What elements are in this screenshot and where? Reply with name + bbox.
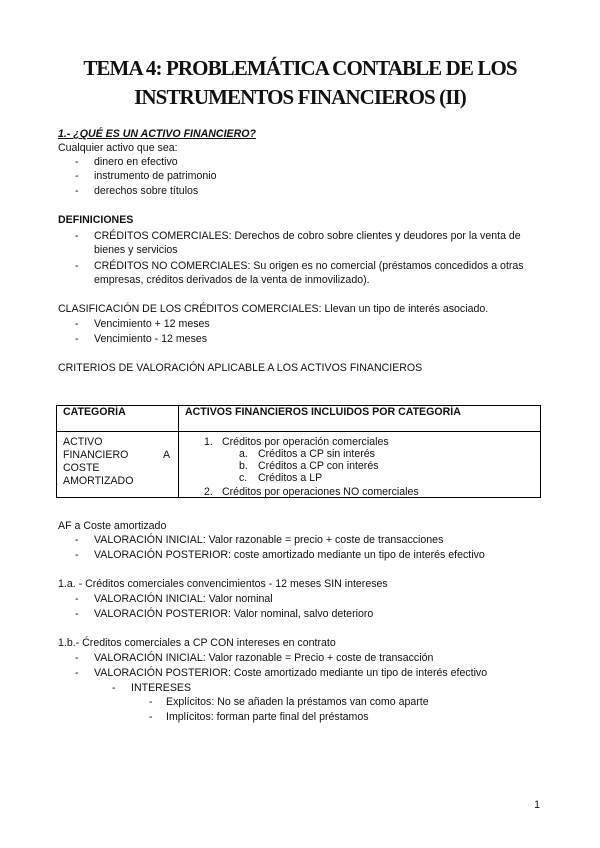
list-item: dinero en efectivo (94, 156, 178, 168)
cat-line: COSTE (63, 462, 100, 474)
bullet-dash: - (75, 318, 79, 330)
bullet-dash: - (112, 682, 116, 694)
sub-letter: a. (239, 448, 248, 460)
table-cell-activos (179, 432, 541, 498)
list-item: Explícitos: No se añaden la préstamos van como aparte (166, 696, 429, 708)
bullet-dash: - (75, 593, 79, 605)
cat-line: AMORTIZADO (63, 475, 134, 487)
section-1a-heading: 1.a. - Créditos comerciales convencimientos - 12 meses SIN intereses (58, 578, 388, 590)
definition-comerciales: CRÉDITOS COMERCIALES: Derechos de cobro sobre clientes y deudores por la venta de (94, 230, 521, 242)
table-header-categoria: CATEGORÍA (57, 406, 179, 432)
af-coste-heading: AF a Coste amortizado (58, 520, 167, 532)
definition-comerciales-cont: bienes y servicios (94, 244, 178, 256)
table-row (57, 432, 541, 498)
activo-subitem: Créditos a CP sin interés (258, 448, 375, 460)
sub-letter: b. (239, 460, 248, 472)
cat-line: ACTIVO (63, 436, 103, 448)
definiciones-heading: DEFINICIONES (58, 214, 134, 226)
activo-subitem: Créditos a LP (258, 472, 323, 484)
list-number: 1. (204, 436, 213, 448)
bullet-dash: - (75, 549, 79, 561)
list-item: VALORACIÓN POSTERIOR: Valor nominal, salvo deterioro (94, 608, 374, 620)
sub-letter: c. (239, 472, 248, 484)
title-line-1: TEMA 4: PROBLEMÁTICA CONTABLE DE LOS (83, 56, 517, 80)
bullet-dash: - (149, 711, 153, 723)
activo-subitem: Créditos a CP con interés (258, 460, 379, 472)
cat-line: FINANCIERO (63, 449, 129, 461)
table-header-activos: ACTIVOS FINANCIEROS INCLUIDOS POR CATEGORÍA (179, 406, 541, 432)
criterios-heading: CRITERIOS DE VALORACIÓN APLICABLE A LOS ACTIVOS FINANCIEROS (58, 362, 423, 374)
title-line-2: INSTRUMENTOS FINANCIEROS (II) (134, 85, 466, 109)
list-item: VALORACIÓN POSTERIOR: Coste amortizado mediante un tipo de interés efectivo (94, 667, 488, 679)
bullet-dash: - (75, 608, 79, 620)
list-item: Vencimiento + 12 meses (94, 318, 210, 330)
bullet-dash: - (75, 652, 79, 664)
bullet-dash: - (75, 260, 79, 272)
list-item: Implícitos: forman parte final del préstamos (166, 711, 369, 723)
categoria-table (56, 405, 541, 498)
bullet-dash: - (149, 696, 153, 708)
list-item: VALORACIÓN INICIAL: Valor razonable = precio + coste de transacciones (94, 534, 444, 546)
bullet-dash: - (75, 333, 79, 345)
list-item: VALORACIÓN POSTERIOR: coste amortizado mediante un tipo de interés efectivo (94, 549, 485, 561)
section-1-heading: 1.- ¿QUÉ ES UN ACTIVO FINANCIERO? (58, 128, 256, 140)
section-1-intro: Cualquier activo que sea: (58, 142, 178, 154)
bullet-dash: - (75, 170, 79, 182)
bullet-dash: - (75, 667, 79, 679)
list-item: VALORACIÓN INICIAL: Valor nominal (94, 593, 273, 605)
bullet-dash: - (75, 156, 79, 168)
section-1b-heading: 1.b.- Ćreditos comerciales a CP CON intereses en contrato (58, 637, 336, 649)
activo-item: Créditos por operación comerciales (222, 436, 389, 448)
clasificacion-text: CLASIFICACIÓN DE LOS CRÉDITOS COMERCIALES: Llevan un tipo de interés asociado. (58, 303, 489, 315)
definition-no-comerciales-cont: empresas, créditos derivados de la venta de inmovilizado). (94, 274, 370, 286)
bullet-dash: - (75, 185, 79, 197)
page-number: 1 (534, 799, 540, 811)
list-item: instrumento de patrimonio (94, 170, 217, 182)
table-header-row (57, 406, 541, 432)
list-item: derechos sobre títulos (94, 185, 199, 197)
table-cell-categoria (57, 432, 179, 498)
bullet-dash: - (75, 230, 79, 242)
list-item: VALORACIÓN INICIAL: Valor razonable = Precio + coste de transacción (94, 652, 434, 664)
definition-no-comerciales: CRÉDITOS NO COMERCIALES: Su origen es no comercial (préstamos concedidos a otras (94, 260, 524, 272)
bullet-dash: - (75, 534, 79, 546)
list-item: Vencimiento - 12 meses (94, 333, 208, 345)
list-number: 2. (204, 486, 213, 498)
page-title (40, 54, 560, 112)
activo-item: Créditos por operaciones NO comerciales (222, 486, 419, 498)
intereses-label: INTERESES (131, 682, 192, 694)
cat-line: A (163, 449, 171, 461)
